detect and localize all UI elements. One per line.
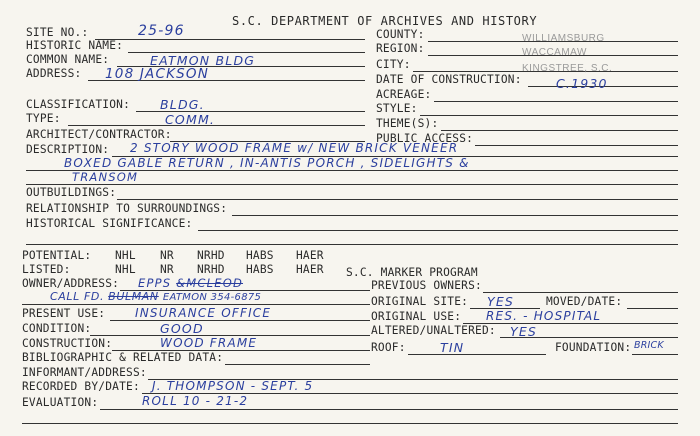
original-use-label: ORIGINAL USE: <box>371 310 462 323</box>
site-no-label: SITE NO.: <box>26 26 89 39</box>
relationship-line <box>232 215 678 216</box>
present-use-line <box>110 320 370 321</box>
classification-label: CLASSIFICATION: <box>26 98 131 111</box>
previous-owners-line <box>483 292 678 293</box>
description-value-3: TRANSOM <box>72 170 139 184</box>
present-use-label: PRESENT USE: <box>22 307 106 320</box>
potential-nrhd: NRHD <box>197 249 225 262</box>
moved-date-label: MOVED/DATE: <box>546 295 623 308</box>
city-label: CITY: <box>376 58 411 71</box>
owner-address-line-2 <box>22 304 370 305</box>
historic-name-label: HISTORIC NAME: <box>26 39 124 52</box>
owner-value-2-struck: BULMAN <box>108 290 159 303</box>
foundation-label: FOUNDATION: <box>555 341 632 354</box>
altered-value: YES <box>510 324 538 339</box>
listed-label: LISTED: <box>22 263 71 276</box>
listed-nr: NR <box>160 263 174 276</box>
region-label: REGION: <box>376 42 425 55</box>
bibliographic-line <box>225 364 370 365</box>
foundation-line <box>632 354 678 355</box>
description-value-1: 2 STORY WOOD FRAME w/ NEW BRICK VENEER <box>130 141 459 155</box>
public-access-line <box>475 145 678 146</box>
marker-program-label: S.C. MARKER PROGRAM <box>346 266 478 279</box>
informant-label: INFORMANT/ADDRESS: <box>22 366 147 379</box>
owner-value-2 <box>50 290 261 303</box>
potential-haer: HAER <box>296 249 324 262</box>
moved-date-line <box>627 308 678 309</box>
evaluation-line-2 <box>22 423 678 424</box>
style-line <box>420 115 678 116</box>
acreage-label: ACREAGE: <box>376 88 432 101</box>
type-label: TYPE: <box>26 112 61 125</box>
historical-significance-label: HISTORICAL SIGNIFICANCE: <box>26 217 193 230</box>
present-use-value: INSURANCE OFFICE <box>135 306 272 320</box>
owner-address-label: OWNER/ADDRESS: <box>22 277 120 290</box>
historical-significance-line-2 <box>26 244 678 245</box>
acreage-line <box>434 101 678 102</box>
themes-label: THEME(S): <box>376 117 439 130</box>
outbuildings-label: OUTBUILDINGS: <box>26 186 117 199</box>
recorded-by-value: J. THOMPSON - SEPT. 5 <box>152 379 314 393</box>
potential-nhl: NHL <box>115 249 136 262</box>
themes-line <box>441 130 678 131</box>
card-title: S.C. DEPARTMENT OF ARCHIVES AND HISTORY <box>232 14 538 28</box>
region-stamp: WACCAMAW <box>522 47 587 58</box>
architect-label: ARCHITECT/CONTRACTOR: <box>26 128 172 141</box>
site-no-line <box>95 39 365 40</box>
date-construction-label: DATE OF CONSTRUCTION: <box>376 73 522 86</box>
construction-label: CONSTRUCTION: <box>22 337 113 350</box>
construction-value: WOOD FRAME <box>160 336 258 350</box>
evaluation-value: ROLL 10 - 21-2 <box>142 394 249 408</box>
roof-label: ROOF: <box>371 341 406 354</box>
potential-nr: NR <box>160 249 174 262</box>
bibliographic-label: BIBLIOGRAPHIC & RELATED DATA: <box>22 351 224 364</box>
original-site-label: ORIGINAL SITE: <box>371 295 469 308</box>
county-label: COUNTY: <box>376 28 425 41</box>
listed-haer: HAER <box>296 263 324 276</box>
relationship-label: RELATIONSHIP TO SURROUNDINGS: <box>26 202 228 215</box>
listed-nrhd: NRHD <box>197 263 225 276</box>
owner-value-2-call: CALL FD. <box>50 290 105 303</box>
description-line-3 <box>26 184 678 185</box>
site-no-value: 25-96 <box>138 23 185 39</box>
recorded-by-label: RECORDED BY/DATE: <box>22 380 140 393</box>
listed-nhl: NHL <box>115 263 136 276</box>
date-construction-value: C.1930 <box>556 76 608 91</box>
description-label: DESCRIPTION: <box>26 143 110 156</box>
description-value-2: BOXED GABLE RETURN , IN-ANTIS PORCH , SIDELIGHTS & <box>64 156 470 170</box>
potential-label: POTENTIAL: <box>22 249 92 262</box>
roof-value: TIN <box>440 340 465 355</box>
historical-significance-line <box>198 230 678 231</box>
type-value: COMM. <box>165 112 216 127</box>
altered-label: ALTERED/UNALTERED: <box>371 324 496 337</box>
address-label: ADDRESS: <box>26 67 82 80</box>
classification-value: BLDG. <box>160 97 205 112</box>
owner-value-1-name: EPPS <box>138 276 172 290</box>
evaluation-label: EVALUATION: <box>22 396 99 409</box>
owner-value-1 <box>138 276 243 290</box>
style-label: STYLE: <box>376 102 418 115</box>
city-stamp: KINGSTREE, S.C. <box>522 63 613 74</box>
type-line <box>68 125 365 126</box>
potential-habs: HABS <box>246 249 274 262</box>
original-use-value: RES. - HOSPITAL <box>486 309 602 323</box>
evaluation-line <box>100 409 678 410</box>
outbuildings-line <box>117 199 678 200</box>
common-name-label: COMMON NAME: <box>26 53 110 66</box>
original-site-value: YES <box>487 294 515 309</box>
listed-habs: HABS <box>246 263 274 276</box>
address-value: 108 JACKSON <box>105 66 210 82</box>
owner-value-2-tail: EATMON 354-6875 <box>162 292 262 303</box>
common-name-value: EATMON BLDG <box>150 53 256 68</box>
foundation-value: BRICK <box>634 340 664 351</box>
condition-value: GOOD <box>160 321 204 336</box>
condition-label: CONDITION: <box>22 322 92 335</box>
owner-value-1-struck: &MCLEOD <box>176 276 244 290</box>
county-stamp: WILLIAMSBURG <box>522 33 605 44</box>
previous-owners-label: PREVIOUS OWNERS: <box>371 279 482 292</box>
roof-line <box>408 354 546 355</box>
public-access-label: PUBLIC ACCESS: <box>376 132 474 145</box>
